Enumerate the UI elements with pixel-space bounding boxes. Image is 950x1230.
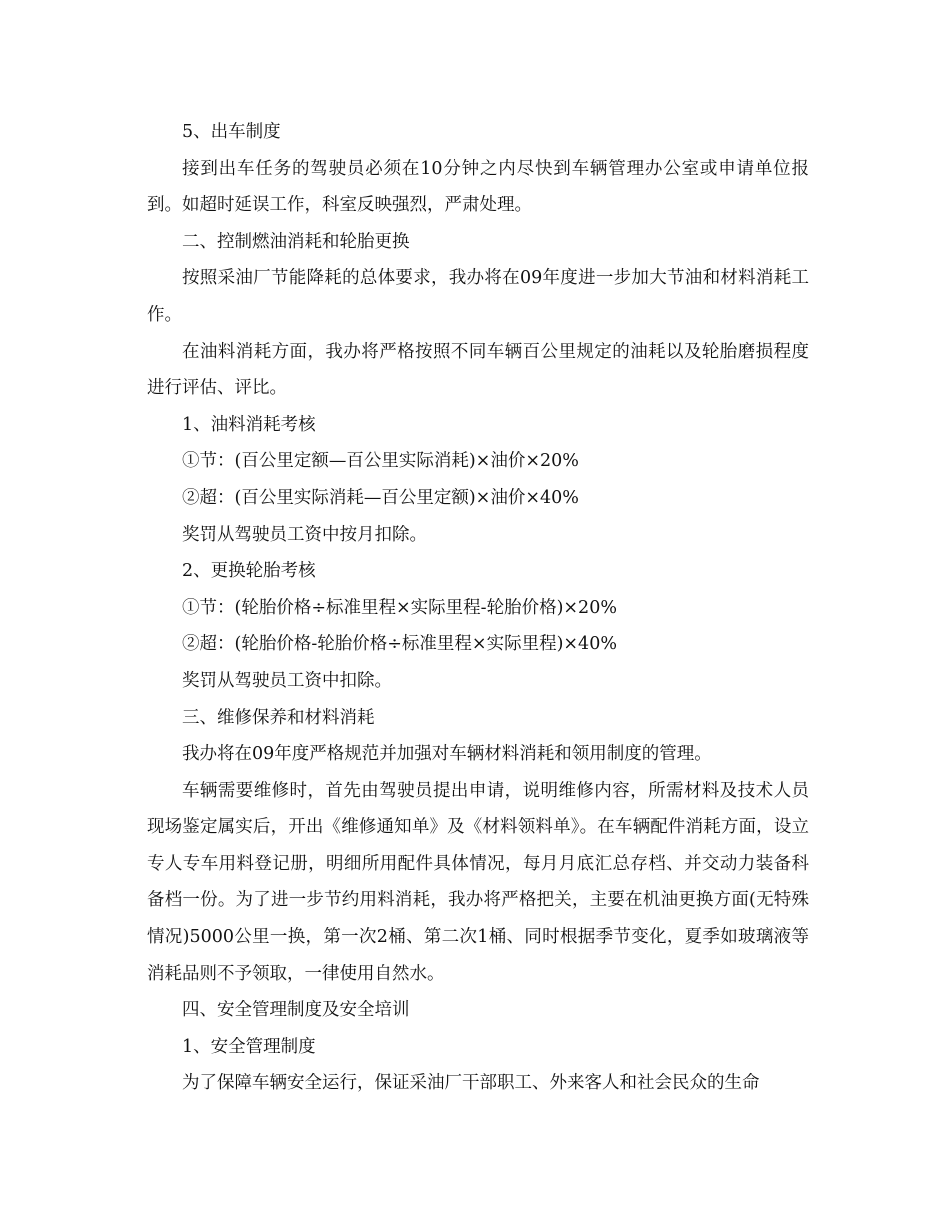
formula-fuel-saving: ①节：(百公里定额—百公里实际消耗)×油价×20% [182,451,579,472]
document-body [147,114,809,1102]
subheading-fuel-assessment: 1、油料消耗考核 [182,414,316,435]
paragraph-tire-reward: 奖罚从驾驶员工资中扣除。 [182,670,392,691]
section-heading-safety: 四、安全管理制度及安全培训 [182,1000,410,1021]
formula-tire-excess: ②超：(轮胎价格-轮胎价格÷标准里程×实际里程)×40% [182,634,617,655]
subheading-safety-rules: 1、安全管理制度 [182,1036,316,1057]
paragraph-energy-saving: 按照采油厂节能降耗的总体要求，我办将在09年度进一步加大节油和材料消耗工作。 [147,268,809,325]
paragraph-fuel-reward: 奖罚从驾驶员工资中按月扣除。 [182,524,427,545]
paragraph-dispatch-rules: 接到出车任务的驾驶员必须在10分钟之内尽快到车辆管理办公室或申请单位报到。如超时延误工作，科室反映强烈，严肃处理。 [147,158,809,216]
paragraph-fuel-evaluation: 在油料消耗方面，我办将严格按照不同车辆百公里规定的油耗以及轮胎磨损程度进行评估、评比。 [147,341,809,399]
paragraph-repair-procedure: 车辆需要维修时，首先由驾驶员提出申请，说明维修内容，所需材料及技术人员现场鉴定属实后，开出《维修通知单》及《材料领料单》。在车辆配件消耗方面，设立专人专车用料登记册，明细所用配件具体情况，每月月底汇总存档、并交动力装备科备档一份。为了进一步节约用料消耗，我办将严格把关，主要在机油更换方面(无特殊情况)5000公里一换，第一次2桶、第二次1桶、同时根据季节变化，夏季如玻璃液等消耗品则不予领取，一律使用自然水。 [147,780,809,984]
subheading-tire-assessment: 2、更换轮胎考核 [182,561,316,582]
section-heading-fuel-tire: 二、控制燃油消耗和轮胎更换 [182,231,410,252]
formula-fuel-excess: ②超：(百公里实际消耗—百公里定额)×油价×40% [182,487,579,508]
formula-tire-saving: ①节：(轮胎价格÷标准里程×实际里程-轮胎价格)×20% [182,597,617,618]
section-heading-maintenance: 三、维修保养和材料消耗 [182,707,375,728]
section-heading-dispatch-rules: 5、出车制度 [182,122,281,142]
paragraph-material-management: 我办将在09年度严格规范并加强对车辆材料消耗和领用制度的管理。 [182,744,712,765]
paragraph-safety-intro: 为了保障车辆安全运行，保证采油厂干部职工、外来客人和社会民众的生命 [182,1073,760,1094]
